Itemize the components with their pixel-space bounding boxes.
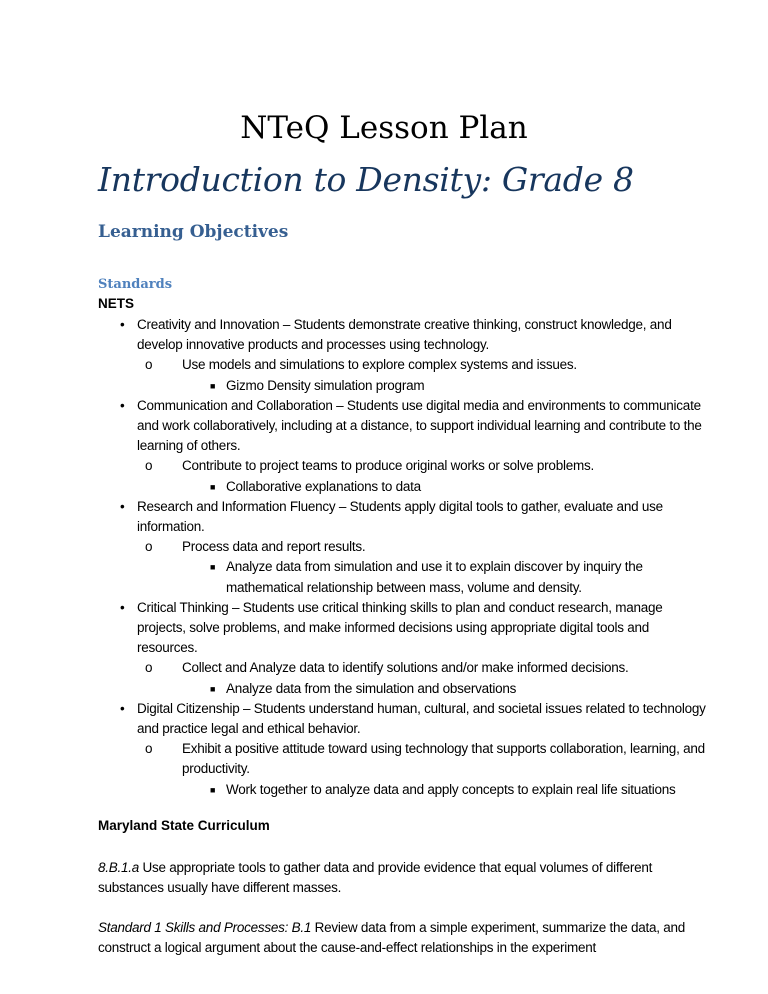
label-maryland-curriculum: Maryland State Curriculum xyxy=(98,818,270,833)
circle-bullet-icon: o xyxy=(145,357,153,373)
bullet-icon: • xyxy=(120,599,125,615)
circle-bullet-icon: o xyxy=(145,539,153,555)
nets-subsubitem-text: Analyze data from the simulation and observations xyxy=(226,680,517,696)
nets-item-text: Research and Information Fluency – Students apply digital tools to gather, evaluate and use information. xyxy=(137,498,663,535)
bullet-icon: • xyxy=(120,498,125,514)
nets-subitem-text: Process data and report results. xyxy=(182,539,366,555)
circle-bullet-icon: o xyxy=(145,458,153,474)
nets-subitem-text: Use models and simulations to explore complex systems and issues. xyxy=(182,357,577,373)
square-bullet-icon: ■ xyxy=(210,562,216,573)
nets-subsubitem xyxy=(182,557,708,597)
nets-item xyxy=(98,396,708,497)
nets-subsubitem xyxy=(182,477,708,497)
standard-paragraph-8b1a xyxy=(98,858,698,898)
standard-paragraph-b1 xyxy=(98,918,708,958)
bullet-icon: • xyxy=(120,317,125,332)
standard-text: Use appropriate tools to gather data and provide evidence that equal volumes of different substances usually have different masses. xyxy=(98,860,653,896)
square-bullet-icon: ■ xyxy=(210,683,216,694)
nets-subsubitem-text: Analyze data from simulation and use it to explain discover by inquiry the mathematical relationship between mass, volume and density. xyxy=(226,559,643,595)
nets-subitem xyxy=(137,537,708,598)
nets-item-text: Digital Citizenship – Students understand human, cultural, and societal issues related to technology and practice legal and ethical behavior. xyxy=(137,700,706,737)
nets-subitem xyxy=(137,456,708,496)
bullet-icon: • xyxy=(120,397,125,413)
lesson-heading: Introduction to Density: Grade 8 xyxy=(98,160,634,199)
nets-subitem xyxy=(137,355,708,395)
nets-item xyxy=(98,598,708,699)
nets-subsubitem-text: Work together to analyze data and apply concepts to explain real life situations xyxy=(226,781,676,797)
nets-subitem-text: Contribute to project teams to produce original works or solve problems. xyxy=(182,458,594,474)
nets-subsubitem xyxy=(182,780,708,800)
nets-item-text: Critical Thinking – Students use critical thinking skills to plan and conduct research, manage projects, solve problems, and make informed decisions using appropriate digital tools and resources. xyxy=(137,599,663,656)
square-bullet-icon: ■ xyxy=(210,380,216,391)
circle-bullet-icon: o xyxy=(145,660,153,676)
nets-subitem-text: Exhibit a positive attitude toward using technology that supports collaboration, learning, and productivity. xyxy=(182,741,705,777)
label-nets: NETS xyxy=(98,296,135,311)
nets-item xyxy=(98,497,708,598)
standard-code: 8.B.1.a xyxy=(98,860,140,875)
standard-code: Standard 1 Skills and Processes: B.1 xyxy=(98,920,312,935)
subheading-standards: Standards xyxy=(98,277,173,292)
section-heading-learning-objectives: Learning Objectives xyxy=(98,222,289,242)
square-bullet-icon: ■ xyxy=(210,481,216,492)
nets-subsubitem-text: Collaborative explanations to data xyxy=(226,478,421,494)
bullet-icon: • xyxy=(120,700,125,716)
document-title: NTeQ Lesson Plan xyxy=(240,110,528,146)
nets-item xyxy=(98,315,708,396)
nets-subitem xyxy=(137,739,708,800)
nets-item-text: Communication and Collaboration – Students use digital media and environments to communicate and work collaboratively, including at a distance, to support individual learning and contribute to the learning of others. xyxy=(137,397,702,454)
nets-subitem xyxy=(137,658,708,698)
nets-list xyxy=(98,315,708,800)
nets-subitem-text: Collect and Analyze data to identify solutions and/or make informed decisions. xyxy=(182,660,629,676)
nets-subsubitem-text: Gizmo Density simulation program xyxy=(226,377,425,393)
nets-item xyxy=(98,699,708,800)
nets-subsubitem xyxy=(182,679,708,699)
nets-subsubitem xyxy=(182,376,708,396)
circle-bullet-icon: o xyxy=(145,741,153,757)
nets-item-text: Creativity and Innovation – Students demonstrate creative thinking, construct knowledge, and develop innovative products and processes using technology. xyxy=(137,317,672,353)
standard-text: Review data from a simple experiment, summarize the data, and construct a logical argument about the cause-and-effect relationships in the experiment xyxy=(98,920,686,956)
square-bullet-icon: ■ xyxy=(210,784,216,795)
